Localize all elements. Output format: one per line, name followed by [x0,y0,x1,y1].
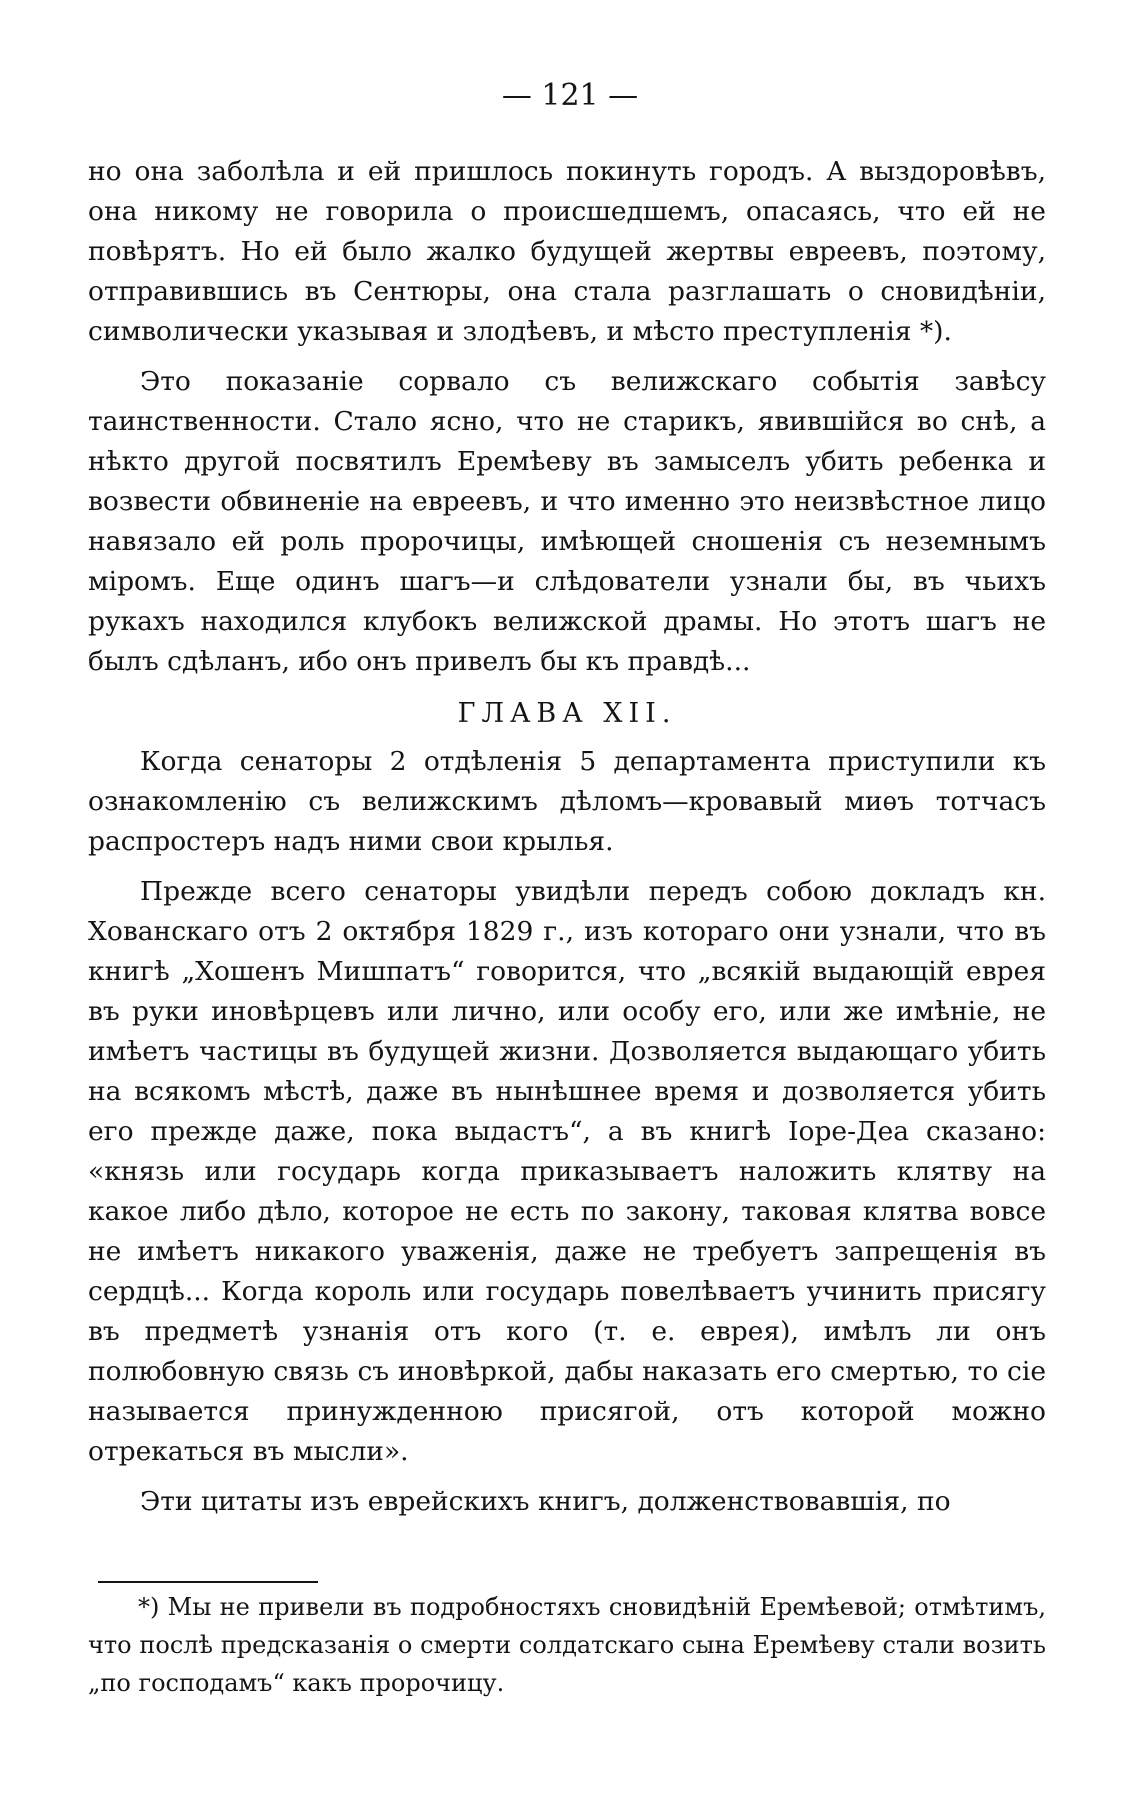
chapter-heading: ГЛАВА XII. [457,698,677,729]
main-text [88,152,1046,1532]
paragraph: Эти цитаты изъ еврейскихъ книгъ, долженствовавшія, по [140,1486,951,1517]
paragraph-continued: но она заболѣла и ей пришлось покинуть городъ. А выздоровѣвъ, она никому не говорила о происшедшемъ, опасаясь, что ей не повѣрятъ. Но ей было жалко будущей жертвы евреевъ, поэтому, отправившись въ Сентюры, она стала разглашать о сновидѣніи, символически указывая и злодѣевъ, и мѣсто преступленія *). [88,156,1046,347]
footnote-divider [98,1581,318,1583]
paragraph: Прежде всего сенаторы увидѣли передъ собою докладъ кн. Хованскаго отъ 2 октября 1829 г., изъ котораго они узнали, что въ книгѣ „Хошенъ Мишпатъ“ говорится, что „всякій выдающій еврея въ руки иновѣрцевъ или лично, или особу его, или же имѣніе, не имѣетъ частицы въ будущей жизни. Дозволяется выдающаго убить на всякомъ мѣстѣ, даже въ нынѣшнее время и дозволяется убить его прежде даже, пока выдастъ“, а въ книгѣ Іоре-Деа сказано: «князь или государь когда приказываетъ наложить клятву на какое либо дѣло, которое не есть по закону, таковая клятва вовсе не имѣетъ никакого уваженія, даже не требуетъ запрещенія въ сердцѣ... Когда король или государь повелѣваетъ учинить присягу въ предметѣ узнанія отъ кого (т. е. еврея), имѣлъ ли онъ полюбовную связь съ иновѣркой, дабы наказать его смертью, то сіе называется принужденною присягой, отъ которой можно отрекаться въ мысли». [88,876,1046,1467]
paragraph: Это показаніе сорвало съ велижскаго событія завѣсу таинственности. Стало ясно, что не старикъ, явившійся во снѣ, а нѣкто другой посвятилъ Еремѣеву въ замыселъ убить ребенка и возвести обвиненіе на евреевъ, и что именно это неизвѣстное лицо навязало ей роль пророчицы, имѣющей сношенія съ неземнымъ міромъ. Еще одинъ шагъ—и слѣдователи узнали бы, въ чьихъ рукахъ находился клубокъ велижской драмы. Но этотъ шагъ не былъ сдѣланъ, ибо онъ привелъ бы къ правдѣ... [88,366,1046,677]
paragraph: Когда сенаторы 2 отдѣленія 5 департамента приступили къ ознакомленію съ велижскимъ дѣломъ—кровавый миѳъ тотчасъ распростеръ надъ ними свои крылья. [88,746,1046,857]
footnote: *) Мы не привели въ подробностяхъ сновидѣній Еремѣевой; отмѣтимъ, что послѣ предсказанія о смерти солдатскаго сына Еремѣеву стали возить „по господамъ“ какъ пророчицу. [88,1593,1046,1697]
page-number: — 121 — [501,78,639,113]
